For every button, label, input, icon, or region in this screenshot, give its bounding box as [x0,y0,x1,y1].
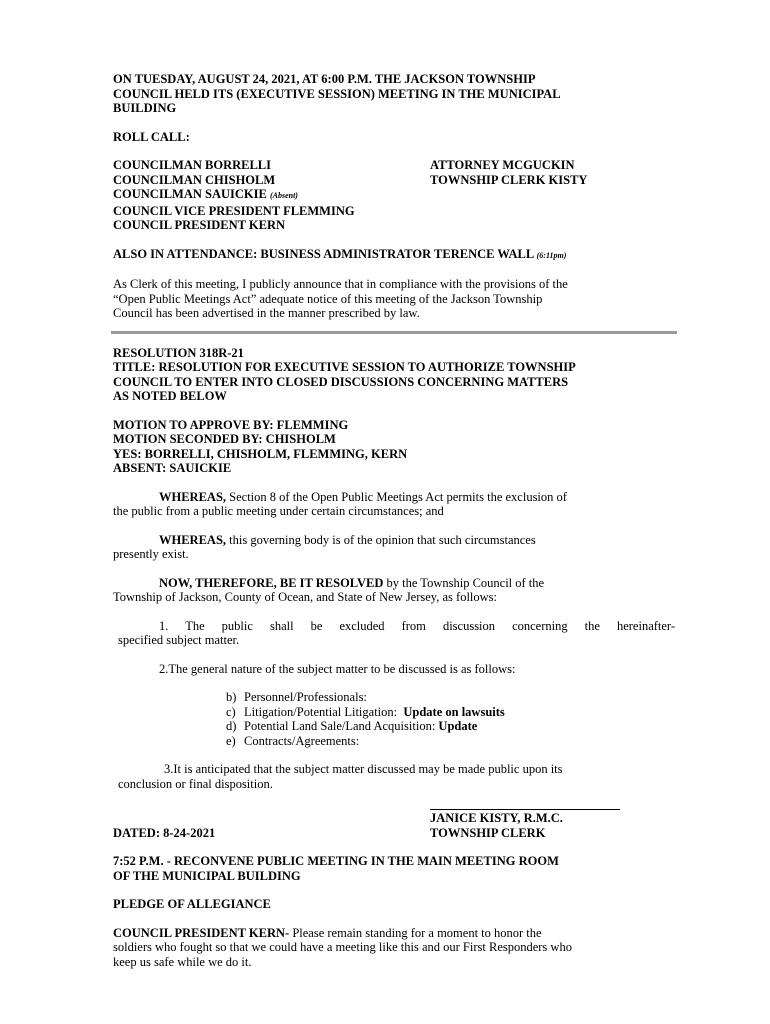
whereas-clause-1: WHEREAS, Section 8 of the Open Public Meetings Act permits the exclusion of the public from a public meeting under certain circumstances; and [113,490,675,519]
resolved-item-1 [113,619,675,648]
list-item: e) Contracts/Agreements: [226,733,360,748]
remarks-line: keep us safe while we do it. [113,954,252,969]
resolved-item-3 [113,762,675,791]
clause-line: 1. The public shall be excluded from discussion concerning the hereinafter- [159,618,675,633]
notice-line: “Open Public Meetings Act” adequate notice of this meeting of the Jackson Township [113,291,543,306]
roll-call-entry: COUNCIL PRESIDENT KERN [113,218,286,232]
list-item: b) Personnel/Professionals: [226,690,367,704]
also-in-attendance: ALSO IN ATTENDANCE: BUSINESS ADMINISTRATOR TERENCE WALL (6:11pm) [113,246,567,261]
clause-line: 3.It is anticipated that the subject matter discussed may be made public upon its [164,762,563,776]
list-item: c) Litigation/Potential Litigation: Update on lawsuits [226,704,505,719]
roll-call-entry: TOWNSHIP CLERK KISTY [430,172,588,187]
signature-block [113,809,675,840]
clause-line: specified subject matter. [118,633,240,647]
roll-call-entry: COUNCIL VICE PRESIDENT FLEMMING [113,203,355,218]
motion-line: MOTION TO APPROVE BY: FLEMMING [113,417,349,432]
resolution-title: AS NOTED BELOW [113,389,227,403]
roll-call-staff [430,158,675,233]
heading-line: ON TUESDAY, AUGUST 24, 2021, AT 6:00 P.M. THE JACKSON TOWNSHIP [113,72,536,86]
notice-line: As Clerk of this meeting, I publicly announce that in compliance with the provisions of the [113,277,568,291]
resolution-title: TITLE: RESOLUTION FOR EXECUTIVE SESSION TO AUTHORIZE TOWNSHIP [113,360,576,374]
clause-line: Township of Jackson, County of Ocean, and State of New Jersey, as follows: [113,590,498,604]
resolved-clause: NOW, THEREFORE, BE IT RESOLVED by the Township Council of the Township of Jackson, County of Ocean, and State of New Jersey, as follows: [113,576,675,605]
yes-votes: YES: BORRELLI, CHISHOLM, FLEMMING, KERN [113,446,408,461]
notice-line: Council has been advertised in the manner prescribed by law. [113,306,420,320]
heading-line: COUNCIL HELD ITS (EXECUTIVE SESSION) MEETING IN THE MUNICIPAL [113,86,561,101]
clause-line: the public from a public meeting under certain circumstances; and [113,504,444,518]
dated-line: DATED: 8-24-2021 [113,825,216,840]
roll-call-councilmembers [113,158,430,233]
roll-call-label: ROLL CALL: [113,129,190,144]
speaker-label: COUNCIL PRESIDENT KERN- [113,925,290,940]
resolved-item-2: 2.The general nature of the subject matter to be discussed is as follows: [159,661,516,676]
resolved-label: NOW, THEREFORE, BE IT RESOLVED [159,575,384,590]
resolution-title: COUNCIL TO ENTER INTO CLOSED DISCUSSIONS CONCERNING MATTERS [113,374,569,389]
meeting-heading [113,72,675,116]
president-remarks: COUNCIL PRESIDENT KERN- Please remain standing for a moment to honor the soldiers who fought so that we could have a meeting like this and our First Responders who keep us safe while we do it. [113,926,675,970]
minutes-page [113,72,675,969]
roll-call-entry: COUNCILMAN SAUICKIE (Absent) [113,187,298,201]
clerk-name: JANICE KISTY, R.M.C. [430,811,563,825]
signature-line [430,809,620,810]
resolution-heading [113,346,675,404]
heading-line: BUILDING [113,101,177,115]
pledge-heading: PLEDGE OF ALLEGIANCE [113,897,271,911]
absent-note: (Absent) [269,191,298,200]
opma-notice [113,277,675,321]
reconvene-heading [113,854,675,883]
roll-call-entry: COUNCILMAN CHISHOLM [113,172,276,187]
roll-call-entry: COUNCILMAN BORRELLI [113,158,272,172]
vote-record [113,418,675,476]
section-divider [111,331,677,334]
arrival-time: (6:11pm) [536,250,567,260]
roll-call-entry: ATTORNEY MCGUCKIN [430,158,575,172]
remarks-line: soldiers who fought so that we could have a meeting like this and our First Responders who [113,940,572,954]
list-item: d) Potential Land Sale/Land Acquisition: Update [226,719,478,733]
absent-votes: ABSENT: SAUICKIE [113,461,232,475]
whereas-label: WHEREAS, [159,532,227,547]
whereas-clause-2: WHEREAS, this governing body is of the opinion that such circumstances presently exist. [113,533,675,562]
subject-matter-list [113,690,675,748]
clerk-title: TOWNSHIP CLERK [430,825,546,840]
clause-line: presently exist. [113,547,189,561]
reconvene-line: 7:52 P.M. - RECONVENE PUBLIC MEETING IN THE MAIN MEETING ROOM [113,854,559,868]
clause-line: conclusion or final disposition. [118,776,273,791]
resolution-number: RESOLUTION 318R-21 [113,345,244,360]
whereas-label: WHEREAS, [159,489,227,504]
roll-call-list [113,158,675,233]
seconded-line: MOTION SECONDED BY: CHISHOLM [113,432,336,446]
reconvene-line: OF THE MUNICIPAL BUILDING [113,868,301,883]
